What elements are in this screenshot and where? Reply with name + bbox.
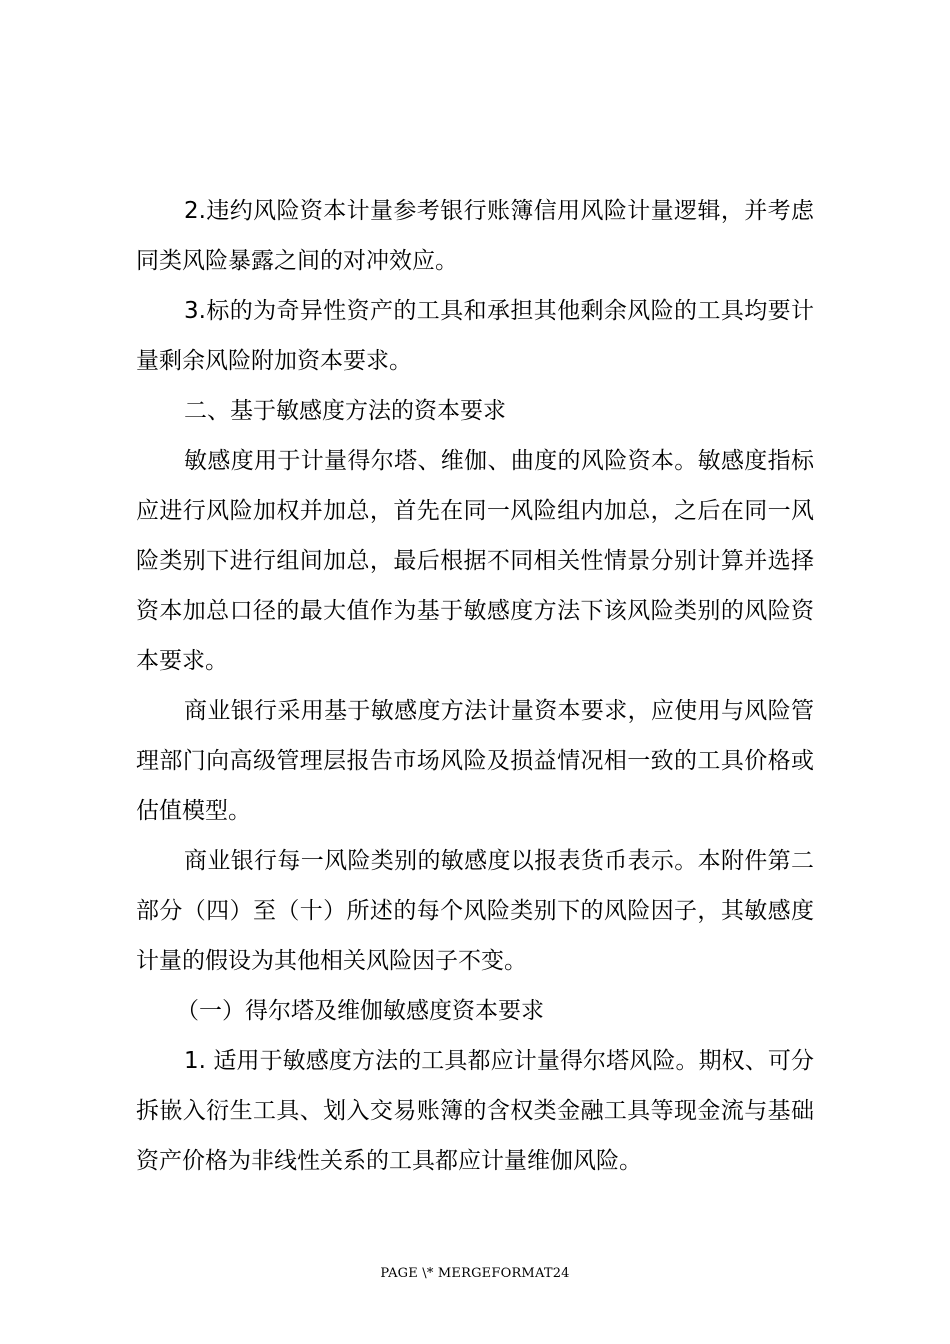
paragraph-reporting-currency: 商业银行每一风险类别的敏感度以报表货币表示。本附件第二部分（四）至（十）所述的每个风险类别下的风险因子，其敏感度计量的假设为其他相关风险因子不变。 [136, 848, 814, 974]
page-footer: PAGE \* MERGEFORMAT24 [380, 1266, 570, 1281]
paragraph-delta-vega-scope: 1. 适用于敏感度方法的工具都应计量得尔塔风险。期权、可分拆嵌入衍生工具、划入交易账簿的含权类金融工具等现金流与基础资产价格为非线性关系的工具都应计量维伽风险。 [136, 1048, 814, 1174]
paragraph-default-risk-capital: 2.违约风险资本计量参考银行账簿信用风险计量逻辑，并考虑同类风险暴露之间的对冲效应。 [136, 198, 814, 274]
section-heading-sensitivity: 二、基于敏感度方法的资本要求 [184, 398, 506, 424]
subsection-heading-delta-vega: （一）得尔塔及维伽敏感度资本要求 [176, 998, 544, 1024]
paragraph-pricing-model: 商业银行采用基于敏感度方法计量资本要求，应使用与风险管理部门向高级管理层报告市场风险及损益情况相一致的工具价格或估值模型。 [136, 698, 814, 824]
document-body [136, 186, 814, 1186]
paragraph-residual-risk: 3.标的为奇异性资产的工具和承担其他剩余风险的工具均要计量剩余风险附加资本要求。 [136, 298, 814, 374]
paragraph-sensitivity-aggregation: 敏感度用于计量得尔塔、维伽、曲度的风险资本。敏感度指标应进行风险加权并加总，首先在同一风险组内加总，之后在同一风险类别下进行组间加总，最后根据不同相关性情景分别计算并选择资本加总口径的最大值作为基于敏感度方法下该风险类别的风险资本要求。 [136, 448, 814, 674]
